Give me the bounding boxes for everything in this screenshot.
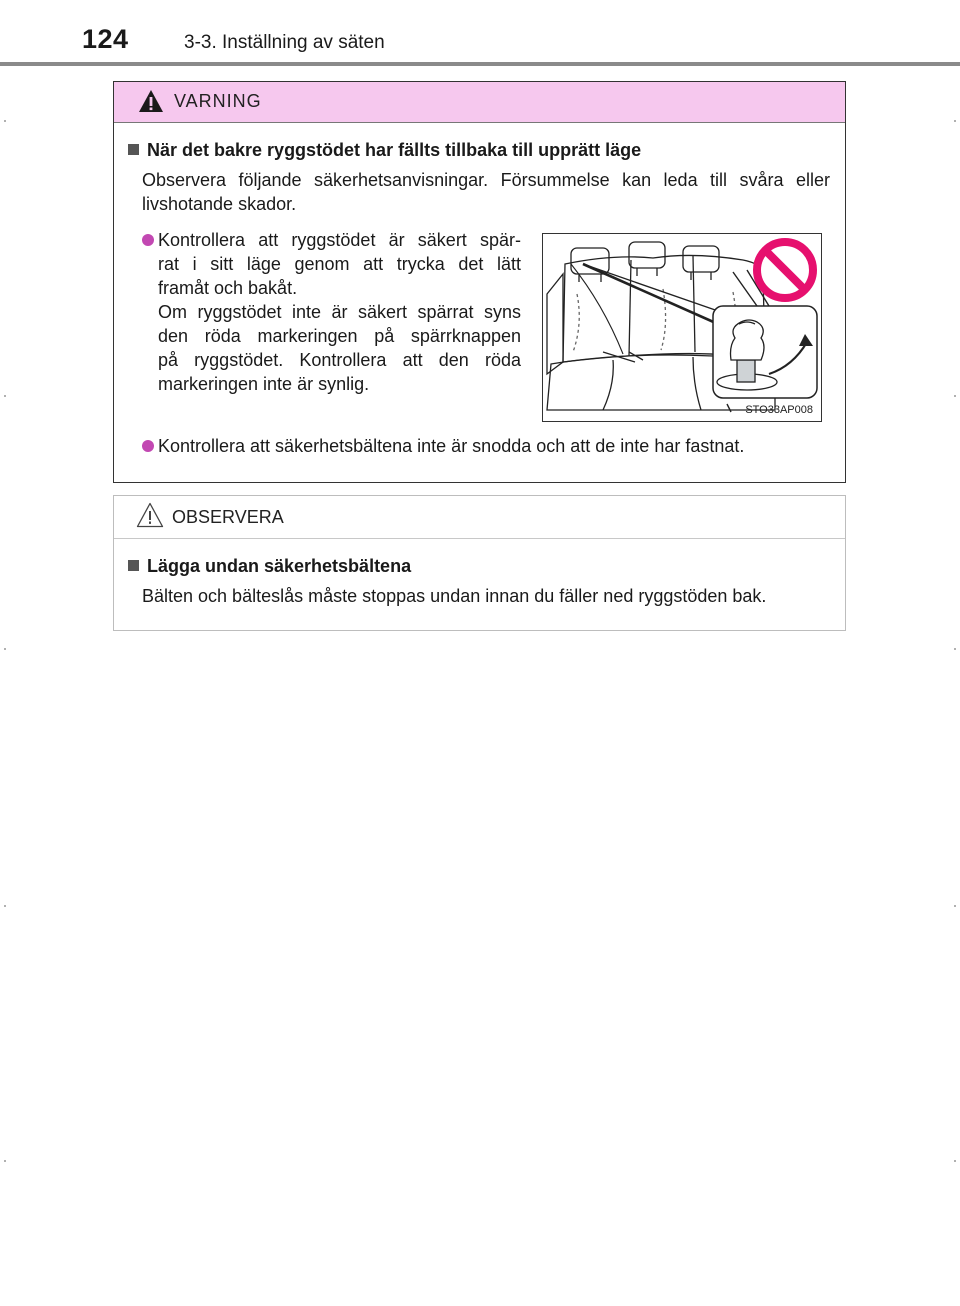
bullet-1-line: markeringen inte är synlig. [158, 374, 370, 394]
bullet-1-line: framåt och bakåt. [158, 278, 298, 298]
edge-mark [4, 648, 6, 650]
bullet-1-line: Om ryggstödet inte är säkert spärrat syns [158, 302, 521, 322]
rear-seat-illustration [542, 233, 822, 422]
rear-seat-drawing [543, 234, 821, 421]
caution-box [113, 495, 846, 631]
warning-box [113, 81, 846, 483]
section-title: 3-3. Inställning av säten [184, 32, 385, 53]
caution-triangle-icon [136, 502, 164, 528]
square-bullet-icon [128, 144, 139, 155]
bullet-1-line: rat i sitt läge genom att trycka det lätt [158, 254, 521, 274]
warning-bullet-1 [158, 228, 521, 396]
edge-mark [4, 905, 6, 907]
edge-mark [954, 1160, 956, 1162]
page-number: 124 [82, 24, 129, 54]
edge-mark [954, 395, 956, 397]
warning-heading [128, 140, 641, 161]
page-header [0, 0, 960, 64]
warning-label: VARNING [174, 91, 262, 111]
edge-mark [954, 905, 956, 907]
caution-heading-text: Lägga undan säkerhetsbältena [147, 556, 412, 576]
edge-mark [4, 120, 6, 122]
warning-heading-text: När det bakre ryggstödet har fällts tillbaka till upprätt läge [147, 140, 642, 160]
edge-mark [954, 648, 956, 650]
header-rule [0, 62, 960, 66]
figure-code: STO33AP008 [745, 404, 813, 416]
edge-mark [4, 1160, 6, 1162]
warning-header [114, 82, 845, 123]
warning-bullet-2: Kontrollera att säkerhetsbältena inte är snodda och att de inte har fastnat. [158, 436, 745, 456]
warning-intro: Observera följande säkerhetsanvisningar. Försummelse kan leda till svåra eller livshotande skador. [142, 170, 830, 214]
edge-mark [954, 120, 956, 122]
bullet-1-line: på ryggstödet. Kontrollera att den röda [158, 350, 521, 370]
edge-mark [4, 395, 6, 397]
caution-header [114, 496, 845, 539]
caution-text: Bälten och bälteslås måste stoppas undan innan du fäller ned ryggstöden bak. [142, 586, 767, 606]
bullet-1-line: den röda markeringen på spärrknappen [158, 326, 521, 346]
caution-heading [128, 556, 411, 577]
circle-bullet-icon [142, 440, 154, 452]
circle-bullet-icon [142, 234, 154, 246]
warning-triangle-icon [138, 89, 164, 113]
bullet-1-line: Kontrollera att ryggstödet är säkert spär- [158, 230, 521, 250]
square-bullet-icon [128, 560, 139, 571]
caution-label: OBSERVERA [172, 507, 284, 527]
